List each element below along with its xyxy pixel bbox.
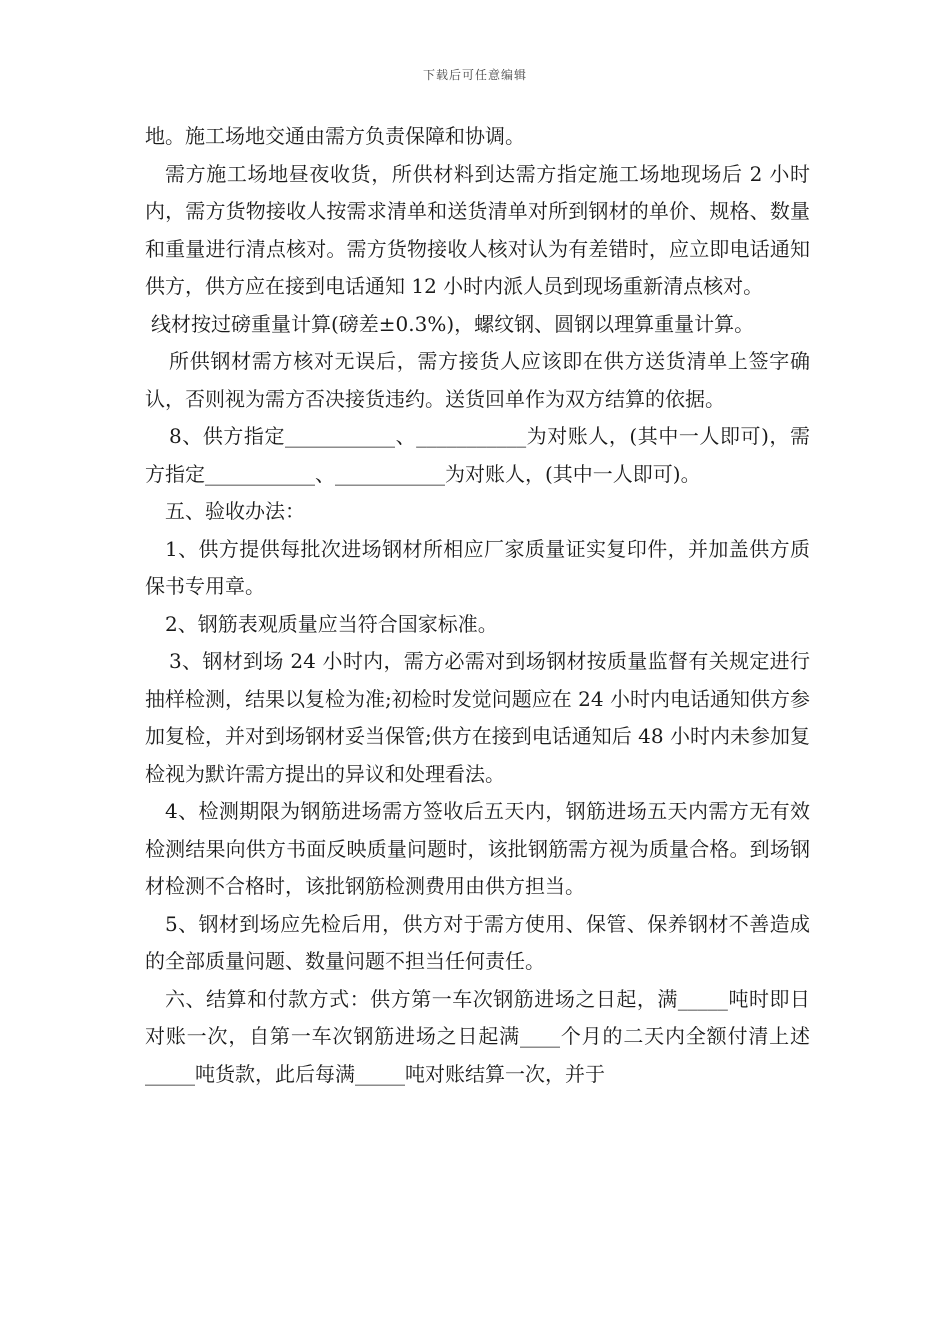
paragraph: 5、钢材到场应先检后用，供方对于需方使用、保管、保养钢材不善造成的全部质量问题、数量问题不担当任何责任。 [145,911,810,973]
document-body [145,118,810,1093]
page-header: 下载后可任意编辑 [422,68,527,82]
paragraph: 线材按过磅重量计算(磅差±0.3%)，螺纹钢、圆钢以理算重量计算。 [151,311,755,336]
paragraph: 地。施工场地交通由需方负责保障和协调。 [145,124,525,148]
paragraph: 8、供方指定___________、___________为对账人，(其中一人即可)，需方指定___________、___________为对账人，(其中一人即可)。 [145,424,810,486]
paragraph: 1、供方提供每批次进场钢材所相应厂家质量证实复印件，并加盖供方质保书专用章。 [145,536,810,598]
paragraph: 2、钢筋表观质量应当符合国家标准。 [165,611,498,636]
paragraph: 3、钢材到场 24 小时内，需方必需对到场钢材按质量监督有关规定进行抽样检测，结果以复检为准;初检时发觉问题应在 24 小时内电话通知供方参加复检，并对到场钢材妥当保管;供方在接到电话通知后 48 小时内未参加复检视为默许需方提出的异议和处理看法。 [145,649,810,786]
section-heading: 五、验收办法： [165,499,305,523]
paragraph: 所供钢材需方核对无误后，需方接货人应该即在供方送货清单上签字确认，否则视为需方否决接货违约。送货回单作为双方结算的依据。 [145,349,810,411]
paragraph: 4、检测期限为钢筋进场需方签收后五天内，钢筋进场五天内需方无有效检测结果向供方书面反映质量问题时，该批钢筋需方视为质量合格。到场钢材检测不合格时，该批钢筋检测费用由供方担当。 [145,799,810,898]
section-heading: 六、结算和付款方式：供方第一车次钢筋进场之日起，满_____吨时即日对账一次，自第一车次钢筋进场之日起满____个月的二天内全额付清上述_____吨货款，此后每满_____吨对账结算一次，并于 [145,986,810,1086]
paragraph: 需方施工场地昼夜收货，所供材料到达需方指定施工场地现场后 2 小时内，需方货物接收人按需求清单和送货清单对所到钢材的单价、规格、数量和重量进行清点核对。需方货物接收人核对认为有差错时，应立即电话通知供方，供方应在接到电话通知 12 小时内派人员到现场重新清点核对。 [145,161,810,298]
